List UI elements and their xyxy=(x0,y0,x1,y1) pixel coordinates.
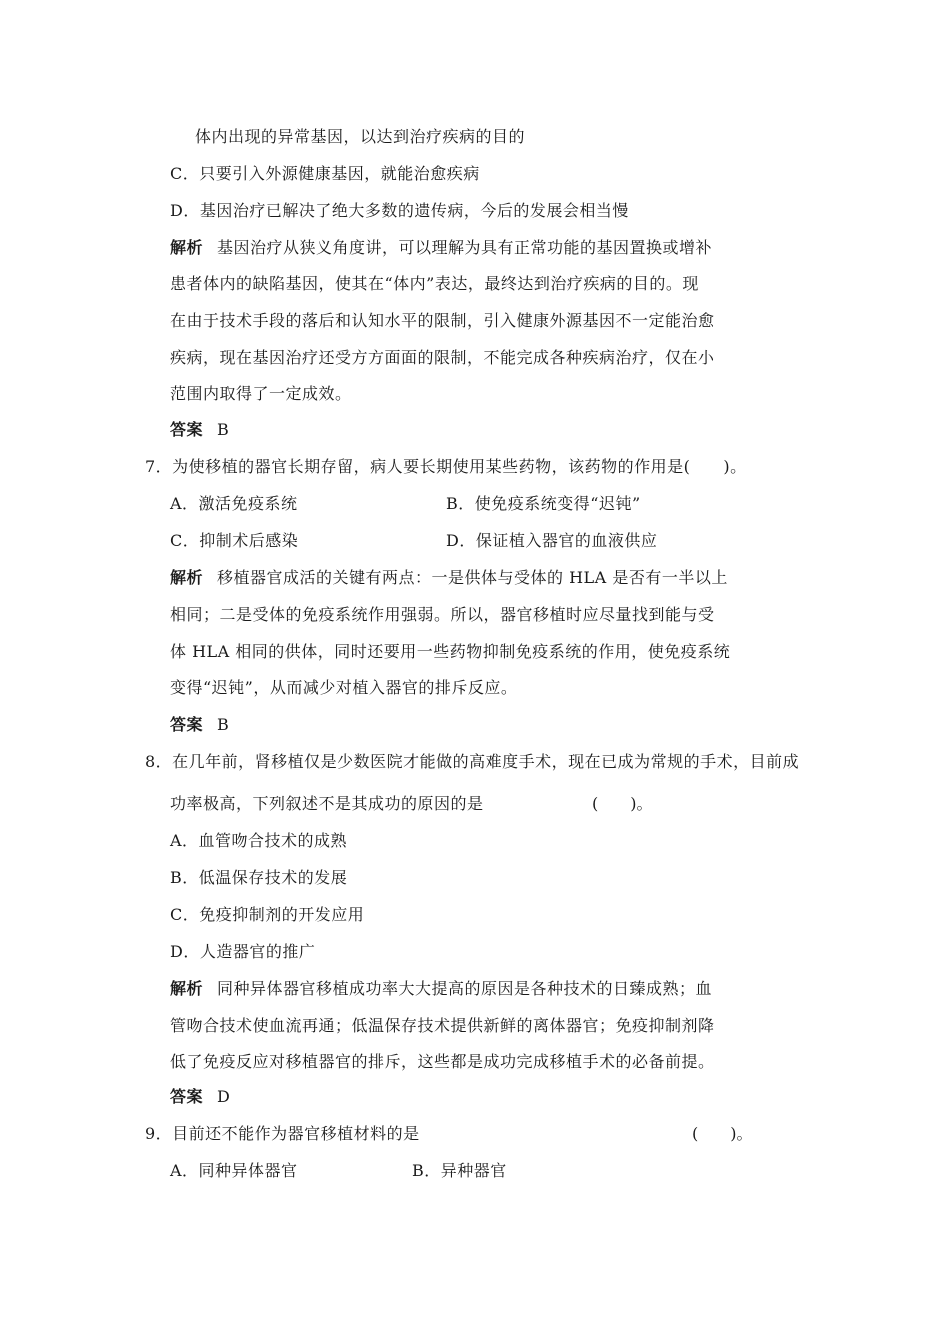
analysis-text: 同种异体器官移植成功率大大提高的原因是各种技术的日臻成熟；血 xyxy=(217,979,713,998)
analysis-text: 基因治疗从狭义角度讲，可以理解为具有正常功能的基因置换或增补 xyxy=(217,238,713,257)
option-a: A．激活免疫系统 xyxy=(170,494,298,513)
analysis-text: 管吻合技术使血流再通；低温保存技术提供新鲜的离体器官；免疫抑制剂降 xyxy=(170,1016,715,1035)
answer-line xyxy=(170,715,229,735)
answer-line xyxy=(170,1087,230,1107)
analysis-text: 范围内取得了一定成效。 xyxy=(170,384,352,403)
analysis-text: 相同；二是受体的免疫系统作用强弱。所以，器官移植时应尽量找到能与受 xyxy=(170,605,715,624)
analysis-text: 体 HLA 相同的供体，同时还要用一些药物抑制免疫系统的作用，使免疫系统 xyxy=(170,642,731,661)
option-b: B．异种器官 xyxy=(412,1161,507,1180)
analysis-line xyxy=(170,568,728,588)
question-stem: 8．在几年前，肾移植仅是少数医院才能做的高难度手术，现在已成为常规的手术，目前成 xyxy=(145,752,800,771)
question-stem: 9．目前还不能作为器官移植材料的是 xyxy=(145,1124,420,1143)
analysis-text: 在由于技术手段的落后和认知水平的限制，引入健康外源基因不一定能治愈 xyxy=(170,311,715,330)
option-b: B．低温保存技术的发展 xyxy=(170,868,348,887)
option-d: D．基因治疗已解决了绝大多数的遗传病，今后的发展会相当慢 xyxy=(170,201,629,220)
option-a: A．血管吻合技术的成熟 xyxy=(170,831,348,850)
analysis-text: 患者体内的缺陷基因，使其在“体内”表达，最终达到治疗疾病的目的。现 xyxy=(170,274,699,293)
analysis-line xyxy=(170,238,712,258)
analysis-text: 低了免疫反应对移植器官的排斥，这些都是成功完成移植手术的必备前提。 xyxy=(170,1052,715,1071)
option-b: B．使免疫系统变得“迟钝” xyxy=(446,494,641,513)
question-stem-continued: 功率极高，下列叙述不是其成功的原因的是 xyxy=(170,794,484,813)
option-d: D．人造器官的推广 xyxy=(170,942,316,961)
analysis-label: 解析 xyxy=(170,568,204,587)
question-continuation: 体内出现的异常基因，以达到治疗疾病的目的 xyxy=(195,127,526,146)
answer-label: 答案 xyxy=(170,715,204,734)
option-c: C．只要引入外源健康基因，就能治愈疾病 xyxy=(170,164,480,183)
question-stem: 7．为使移植的器官长期存留，病人要长期使用某些药物，该药物的作用是( )。 xyxy=(145,457,747,476)
option-a: A．同种异体器官 xyxy=(170,1161,298,1180)
answer-blank: ( )。 xyxy=(692,1124,753,1143)
analysis-text: 疾病，现在基因治疗还受方方面面的限制，不能完成各种疾病治疗，仅在小 xyxy=(170,348,715,367)
answer-label: 答案 xyxy=(170,420,204,439)
answer-blank: ( )。 xyxy=(592,794,653,813)
option-d: D．保证植入器官的血液供应 xyxy=(446,531,658,550)
option-c: C．抑制术后感染 xyxy=(170,531,299,550)
analysis-label: 解析 xyxy=(170,238,204,257)
option-c: C．免疫抑制剂的开发应用 xyxy=(170,905,365,924)
analysis-text: 移植器官成活的关键有两点：一是供体与受体的 HLA 是否有一半以上 xyxy=(217,568,728,587)
answer-value: D xyxy=(217,1087,231,1106)
answer-value: B xyxy=(217,715,230,734)
analysis-text: 变得“迟钝”，从而减少对植入器官的排斥反应。 xyxy=(170,678,518,697)
answer-line xyxy=(170,420,229,440)
analysis-label: 解析 xyxy=(170,979,204,998)
analysis-line xyxy=(170,979,712,999)
answer-value: B xyxy=(217,420,230,439)
answer-label: 答案 xyxy=(170,1087,204,1106)
